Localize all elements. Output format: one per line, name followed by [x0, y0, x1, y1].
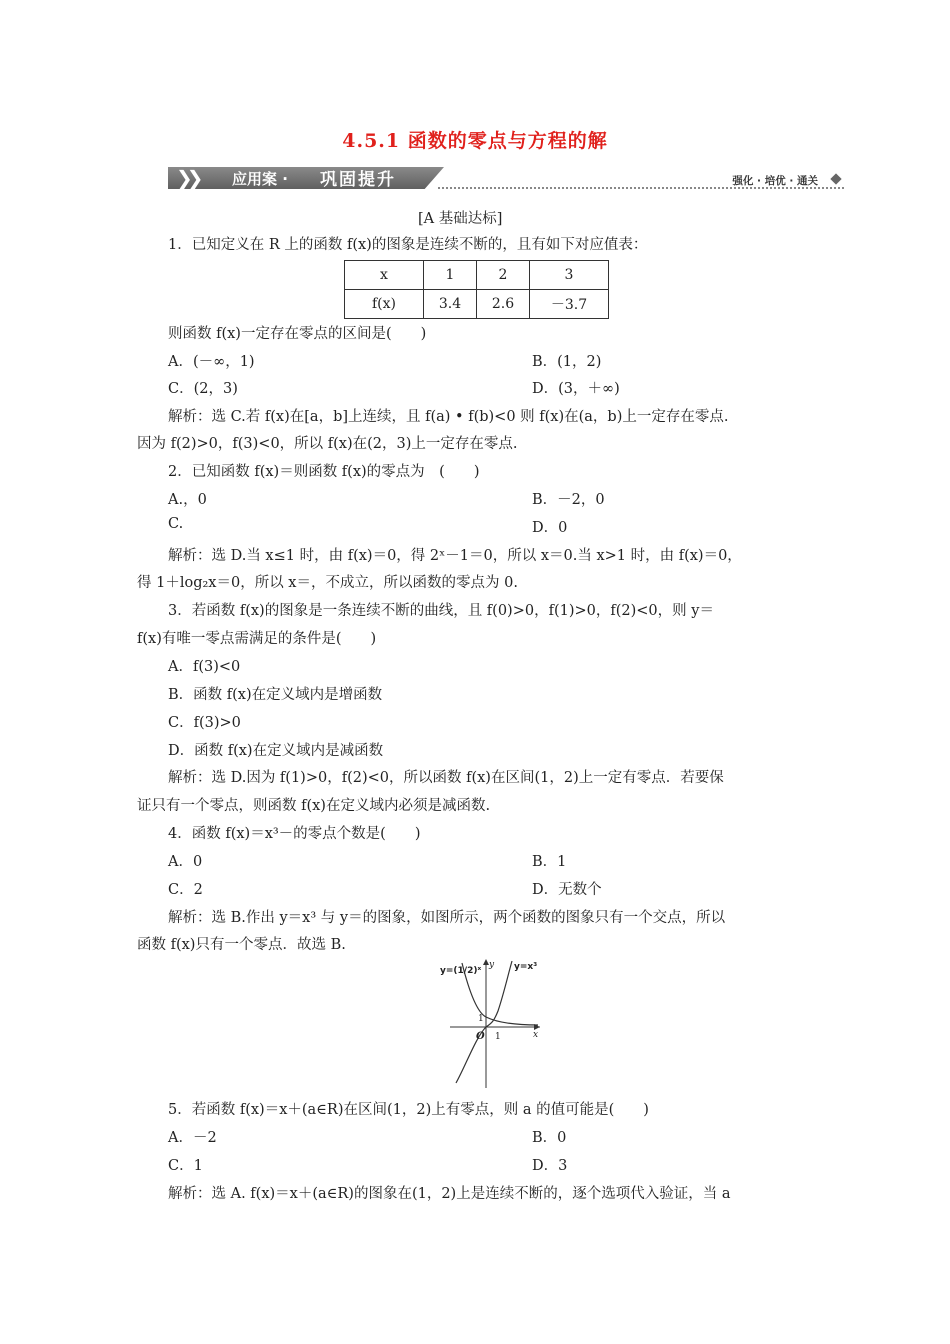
q1-stem: 1．已知定义在 R 上的函数 f(x)的图象是连续不断的，且有如下对应值表：	[168, 237, 648, 253]
option-d: D．3	[532, 1158, 568, 1174]
q2-analysis: 解析：选 D.当 x≤1 时，由 f(x)＝0，得 2ˣ－1＝0，所以 x＝0.当 x>1 时，由 f(x)＝0，	[168, 548, 742, 564]
q1-question: 则函数 f(x)一定存在零点的区间是( )	[168, 326, 427, 342]
diamond-icon	[830, 173, 841, 184]
q5-analysis: 解析：选 A. f(x)＝x＋(a∈R)的图象在(1，2)上是连续不断的，逐个选项代入验证，当 a	[168, 1186, 731, 1202]
label-exponential: y=(1/2)ˣ	[440, 966, 482, 976]
table-cell: f(x)	[345, 290, 424, 319]
option-c: C．2	[168, 882, 203, 898]
option-c: C.	[168, 516, 184, 532]
banner-label: 应用案 ·	[232, 170, 288, 188]
option-a: A.，0	[168, 492, 207, 508]
q4-stem: 4．函数 f(x)＝x³－的零点个数是( )	[168, 826, 421, 842]
option-b: B．－2，0	[532, 492, 605, 508]
table-cell: －3.7	[530, 290, 609, 319]
section-banner	[168, 165, 844, 191]
option-d: D．函数 f(x)在定义域内是减函数	[168, 743, 384, 759]
option-d: D．(3，＋∞)	[532, 381, 620, 397]
q3-analysis-cont: 证只有一个零点，则函数 f(x)在定义域内必须是减函数.	[137, 798, 491, 814]
banner-right-text: 强化 · 培优 · 通关	[732, 175, 818, 187]
option-c: C．f(3)>0	[168, 715, 241, 731]
option-d: D．0	[532, 520, 568, 536]
table-cell: 2	[477, 261, 530, 290]
table-cell: 3.4	[424, 290, 477, 319]
x-one-label: 1	[495, 1032, 501, 1042]
option-b: B．0	[532, 1130, 567, 1146]
table-row	[345, 261, 609, 290]
q2-analysis-cont: 得 1＋log₂x＝0，所以 x＝，不成立，所以函数的零点为 0.	[137, 575, 518, 591]
function-graph	[440, 955, 550, 1090]
double-chevron-icon: ❯❯	[176, 166, 198, 190]
banner-bar	[168, 167, 444, 189]
y-axis-label: y	[489, 960, 495, 970]
q1-analysis-cont: 因为 f(2)>0，f(3)<0，所以 f(x)在(2，3)上一定存在零点.	[137, 436, 518, 452]
q3-stem: 3．若函数 f(x)的图象是一条连续不断的曲线，且 f(0)>0，f(1)>0，f(2)<0，则 y＝	[168, 603, 714, 619]
q1-analysis: 解析：选 C.若 f(x)在[a，b]上连续，且 f(a) • f(b)<0 则 f(x)在(a，b)上一定存在零点.	[168, 409, 729, 425]
q3-analysis: 解析：选 D.因为 f(1)>0，f(2)<0，所以函数 f(x)在区间(1，2)上一定有零点．若要保	[168, 770, 724, 786]
q3-stem-cont: f(x)有唯一零点需满足的条件是( )	[137, 631, 377, 647]
table-cell: x	[345, 261, 424, 290]
option-a: A．(－∞，1)	[168, 354, 255, 370]
option-a: A．f(3)<0	[168, 659, 241, 675]
q4-analysis: 解析：选 B.作出 y＝x³ 与 y＝的图象，如图所示，两个函数的图象只有一个交点，所以	[168, 910, 726, 926]
origin-label: O	[476, 1031, 485, 1042]
option-b: B．函数 f(x)在定义域内是增函数	[168, 687, 383, 703]
table-cell: 3	[530, 261, 609, 290]
option-b: B．(1，2)	[532, 354, 602, 370]
table-row	[345, 290, 609, 319]
section-heading: [A 基础达标]	[418, 211, 503, 227]
q2-stem: 2．已知函数 f(x)＝则函数 f(x)的零点为 ( )	[168, 464, 480, 480]
table-cell: 1	[424, 261, 477, 290]
x-axis-label: x	[533, 1030, 539, 1040]
option-a: A．0	[168, 854, 203, 870]
option-d: D．无数个	[532, 882, 602, 898]
table-cell: 2.6	[477, 290, 530, 319]
y-one-label: 1	[478, 1014, 484, 1024]
option-c: C．1	[168, 1158, 203, 1174]
option-a: A．－2	[168, 1130, 217, 1146]
q5-stem: 5．若函数 f(x)＝x＋(a∈R)在区间(1，2)上有零点，则 a 的值可能是( )	[168, 1102, 649, 1118]
option-c: C．(2，3)	[168, 381, 238, 397]
page-title: 4.5.1 函数的零点与方程的解	[342, 130, 608, 152]
value-table	[344, 260, 609, 319]
label-cubic: y=x³	[514, 962, 538, 972]
q4-analysis-cont: 函数 f(x)只有一个零点．故选 B.	[137, 937, 346, 953]
banner-emphasis: 巩固提升	[320, 170, 396, 190]
option-b: B．1	[532, 854, 567, 870]
